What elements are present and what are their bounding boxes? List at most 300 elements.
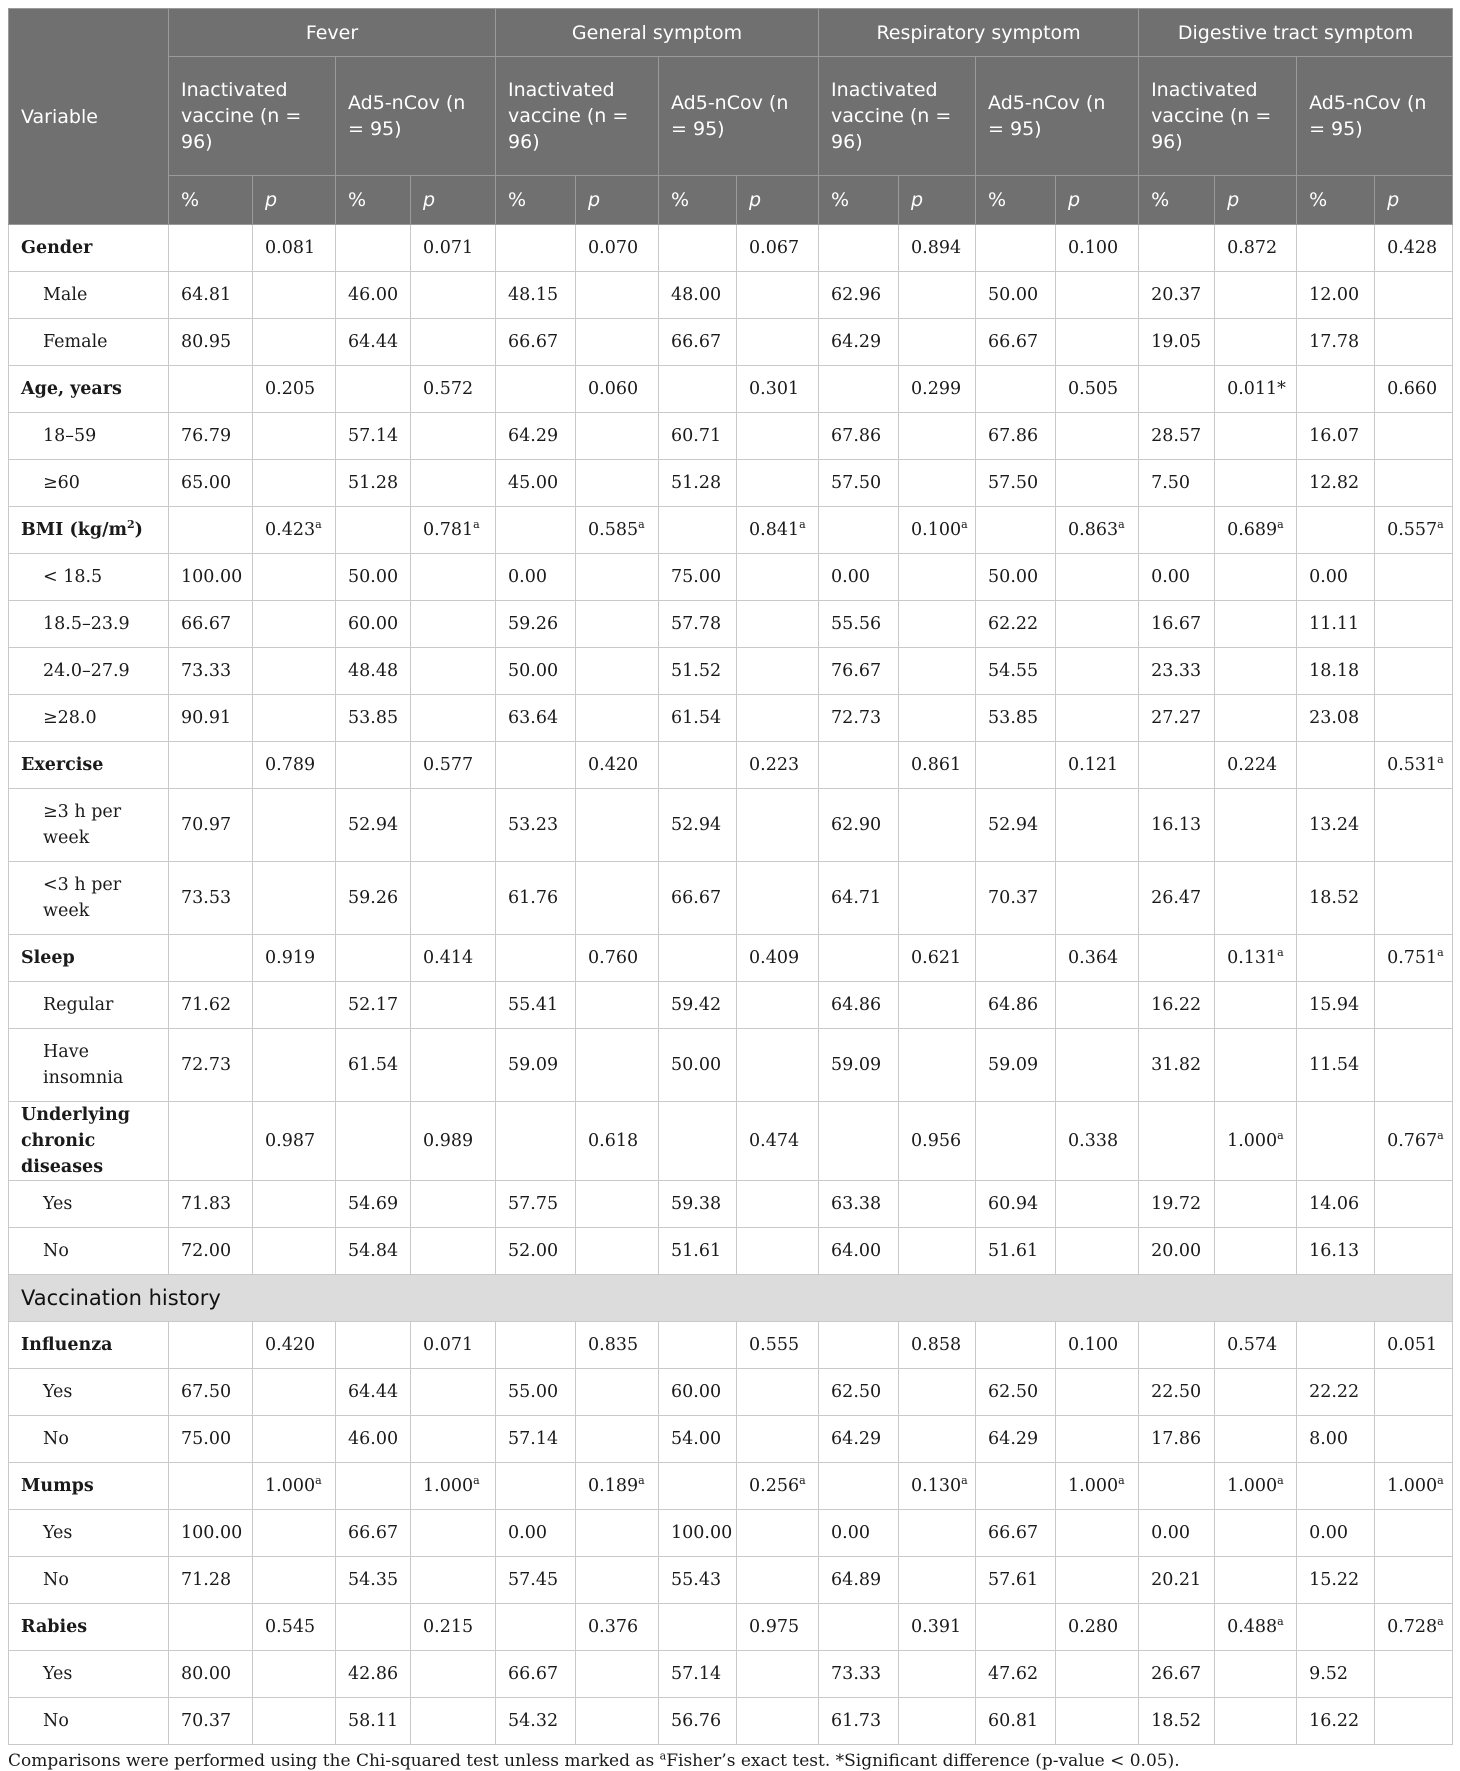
percent-cell: 59.42 bbox=[659, 982, 737, 1029]
p-value-cell bbox=[576, 862, 659, 935]
p-value-cell bbox=[576, 1029, 659, 1102]
p-value-cell bbox=[1215, 366, 1297, 413]
p-value-text: 0.894 bbox=[911, 238, 962, 258]
p-value-cell bbox=[253, 1604, 336, 1651]
percent-cell: 16.22 bbox=[1297, 1698, 1375, 1745]
table-row bbox=[9, 413, 1453, 460]
p-value-cell bbox=[576, 742, 659, 789]
p-value-cell bbox=[253, 1557, 336, 1604]
percent-cell: 61.54 bbox=[659, 695, 737, 742]
fisher-marker: a bbox=[638, 1474, 645, 1488]
percent-cell: 64.86 bbox=[819, 982, 899, 1029]
p-value-cell bbox=[1215, 1102, 1297, 1181]
percent-cell: 70.37 bbox=[169, 1698, 253, 1745]
p-value-text: 0.256 bbox=[749, 1476, 800, 1496]
label-text: 24.0–27.9 bbox=[43, 661, 130, 681]
percent-cell: 59.26 bbox=[496, 601, 576, 648]
percent-cell: 76.79 bbox=[169, 413, 253, 460]
table-row bbox=[9, 648, 1453, 695]
p-value-cell bbox=[576, 366, 659, 413]
variable-label bbox=[9, 366, 169, 413]
label-text: 18.5–23.9 bbox=[43, 614, 130, 634]
percent-cell bbox=[1139, 742, 1215, 789]
percent-cell: 54.00 bbox=[659, 1416, 737, 1463]
percent-cell: 63.38 bbox=[819, 1181, 899, 1228]
p-value-cell bbox=[1215, 742, 1297, 789]
percent-cell: 62.90 bbox=[819, 789, 899, 862]
fisher-marker: a bbox=[1277, 946, 1284, 960]
percent-cell: 18.18 bbox=[1297, 648, 1375, 695]
p-value-cell bbox=[576, 1416, 659, 1463]
percent-cell bbox=[336, 742, 411, 789]
percent-cell: 90.91 bbox=[169, 695, 253, 742]
vaccine-header-inactivated: Inactivated vaccine (n = 96) bbox=[1139, 57, 1297, 176]
p-value-header: p bbox=[411, 176, 496, 225]
p-value-header: p bbox=[253, 176, 336, 225]
percent-cell bbox=[1139, 1322, 1215, 1369]
p-value-cell bbox=[1375, 413, 1453, 460]
category-label bbox=[9, 601, 169, 648]
p-value-cell bbox=[253, 1029, 336, 1102]
p-value-cell bbox=[737, 862, 819, 935]
percent-cell bbox=[336, 1102, 411, 1181]
table-header bbox=[9, 9, 1453, 225]
percent-cell: 64.00 bbox=[819, 1228, 899, 1275]
percent-cell: 63.64 bbox=[496, 695, 576, 742]
percent-cell bbox=[336, 507, 411, 554]
p-value-cell bbox=[253, 1181, 336, 1228]
p-value-text: 0.505 bbox=[1068, 379, 1119, 399]
p-value-text: 1.000 bbox=[1227, 1131, 1278, 1151]
percent-cell bbox=[819, 1604, 899, 1651]
p-value-cell bbox=[253, 413, 336, 460]
percent-cell: 59.09 bbox=[496, 1029, 576, 1102]
percent-cell: 48.48 bbox=[336, 648, 411, 695]
label-text: Yes bbox=[43, 1382, 73, 1402]
fisher-marker: a bbox=[473, 518, 480, 532]
p-value-cell bbox=[576, 935, 659, 982]
percent-cell: 71.83 bbox=[169, 1181, 253, 1228]
p-value-cell bbox=[576, 460, 659, 507]
p-value-text: 1.000 bbox=[423, 1476, 474, 1496]
p-value-cell bbox=[1375, 1463, 1453, 1510]
percent-cell: 80.00 bbox=[169, 1651, 253, 1698]
p-value-text: 0.987 bbox=[265, 1131, 316, 1151]
percent-cell: 46.00 bbox=[336, 1416, 411, 1463]
p-value-cell bbox=[576, 319, 659, 366]
table-row bbox=[9, 1369, 1453, 1416]
percent-cell bbox=[819, 1102, 899, 1181]
percent-cell: 57.61 bbox=[976, 1557, 1056, 1604]
fisher-marker: a bbox=[1437, 518, 1444, 532]
percent-cell: 57.75 bbox=[496, 1181, 576, 1228]
variable-label bbox=[9, 935, 169, 982]
p-value-cell bbox=[737, 1698, 819, 1745]
p-value-cell bbox=[1215, 1698, 1297, 1745]
p-value-cell bbox=[253, 789, 336, 862]
percent-cell bbox=[819, 1322, 899, 1369]
p-value-cell bbox=[737, 1510, 819, 1557]
percent-cell: 16.22 bbox=[1139, 982, 1215, 1029]
category-label bbox=[9, 1181, 169, 1228]
fisher-marker: a bbox=[1437, 1615, 1444, 1629]
p-value-cell bbox=[253, 935, 336, 982]
p-value-text: 0.488 bbox=[1227, 1617, 1278, 1637]
vaccine-header-ad5: Ad5-nCov (n = 95) bbox=[1297, 57, 1453, 176]
p-value-text: 1.000 bbox=[1227, 1476, 1278, 1496]
percent-cell: 0.00 bbox=[1297, 554, 1375, 601]
p-value-cell bbox=[411, 982, 496, 1029]
p-value-cell bbox=[899, 1416, 976, 1463]
p-value-cell bbox=[899, 935, 976, 982]
percent-cell bbox=[336, 1604, 411, 1651]
p-value-cell bbox=[411, 1228, 496, 1275]
percent-cell bbox=[1297, 1102, 1375, 1181]
variable-label bbox=[9, 742, 169, 789]
percent-cell bbox=[336, 935, 411, 982]
p-value-text: 0.070 bbox=[588, 238, 639, 258]
p-value-cell bbox=[1375, 1102, 1453, 1181]
percent-cell: 48.15 bbox=[496, 272, 576, 319]
label-text: Sleep bbox=[21, 948, 75, 968]
footnote-marker: a bbox=[659, 1749, 667, 1763]
percent-cell: 42.86 bbox=[336, 1651, 411, 1698]
p-value-cell bbox=[1056, 1228, 1139, 1275]
percent-cell bbox=[659, 225, 737, 272]
p-value-cell bbox=[737, 1651, 819, 1698]
percent-cell: 19.72 bbox=[1139, 1181, 1215, 1228]
p-value-cell bbox=[411, 1029, 496, 1102]
p-value-cell bbox=[1375, 272, 1453, 319]
p-value-cell bbox=[1215, 460, 1297, 507]
percent-cell: 27.27 bbox=[1139, 695, 1215, 742]
p-value-cell bbox=[1056, 695, 1139, 742]
p-value-cell bbox=[737, 935, 819, 982]
group-header-fever: Fever bbox=[169, 9, 496, 57]
percent-cell: 20.21 bbox=[1139, 1557, 1215, 1604]
p-value-cell bbox=[737, 1557, 819, 1604]
percent-cell bbox=[1297, 366, 1375, 413]
p-value-cell bbox=[411, 935, 496, 982]
p-value-cell bbox=[899, 1604, 976, 1651]
p-value-cell bbox=[1215, 695, 1297, 742]
fisher-marker: a bbox=[1277, 1615, 1284, 1629]
p-value-cell bbox=[737, 554, 819, 601]
percent-cell bbox=[659, 1604, 737, 1651]
p-value-cell bbox=[411, 272, 496, 319]
percent-cell: 75.00 bbox=[169, 1416, 253, 1463]
p-value-cell bbox=[1056, 982, 1139, 1029]
percent-header: % bbox=[1139, 176, 1215, 225]
percent-cell: 16.13 bbox=[1139, 789, 1215, 862]
label-text: <3 h per week bbox=[43, 875, 122, 921]
percent-cell bbox=[659, 1322, 737, 1369]
p-value-text: 0.975 bbox=[749, 1617, 800, 1637]
percent-cell bbox=[659, 366, 737, 413]
p-value-cell bbox=[1056, 1463, 1139, 1510]
percent-cell: 57.14 bbox=[336, 413, 411, 460]
p-value-cell bbox=[411, 789, 496, 862]
p-value-text: 0.081 bbox=[265, 238, 316, 258]
p-value-cell bbox=[411, 366, 496, 413]
category-label bbox=[9, 272, 169, 319]
p-value-text: 0.660 bbox=[1387, 379, 1438, 399]
vaccine-header-inactivated: Inactivated vaccine (n = 96) bbox=[819, 57, 976, 176]
variable-label bbox=[9, 1322, 169, 1369]
p-value-cell bbox=[1056, 554, 1139, 601]
label-text: Have insomnia bbox=[43, 1042, 124, 1088]
p-value-cell bbox=[1215, 413, 1297, 460]
p-value-cell bbox=[1215, 1651, 1297, 1698]
p-value-text: 0.835 bbox=[588, 1335, 639, 1355]
p-value-text: 0.574 bbox=[1227, 1335, 1278, 1355]
percent-cell: 51.61 bbox=[976, 1228, 1056, 1275]
percent-cell bbox=[496, 366, 576, 413]
p-value-cell bbox=[1215, 319, 1297, 366]
percent-cell: 66.67 bbox=[496, 319, 576, 366]
percent-cell: 71.62 bbox=[169, 982, 253, 1029]
p-value-cell bbox=[411, 319, 496, 366]
p-value-cell bbox=[576, 1557, 659, 1604]
p-value-cell bbox=[576, 554, 659, 601]
p-value-cell bbox=[253, 225, 336, 272]
p-value-cell bbox=[1215, 225, 1297, 272]
p-value-cell bbox=[1056, 862, 1139, 935]
percent-cell bbox=[496, 1102, 576, 1181]
percent-cell: 100.00 bbox=[169, 1510, 253, 1557]
p-value-cell bbox=[1375, 507, 1453, 554]
percent-cell: 0.00 bbox=[819, 554, 899, 601]
percent-cell bbox=[169, 225, 253, 272]
percent-cell bbox=[1297, 1604, 1375, 1651]
percent-cell: 7.50 bbox=[1139, 460, 1215, 507]
percent-cell: 17.78 bbox=[1297, 319, 1375, 366]
percent-cell bbox=[1297, 742, 1375, 789]
percent-cell: 60.94 bbox=[976, 1181, 1056, 1228]
p-value-cell bbox=[1056, 1102, 1139, 1181]
table-row bbox=[9, 1102, 1453, 1181]
percent-cell: 61.76 bbox=[496, 862, 576, 935]
percent-cell bbox=[496, 225, 576, 272]
p-value-text: 0.071 bbox=[423, 1335, 474, 1355]
p-value-cell bbox=[1056, 789, 1139, 862]
p-value-text: 0.223 bbox=[749, 755, 800, 775]
label-text: Female bbox=[43, 332, 108, 352]
p-value-cell bbox=[1056, 225, 1139, 272]
label-text: Regular bbox=[43, 995, 114, 1015]
percent-cell: 0.00 bbox=[496, 1510, 576, 1557]
p-value-text: 0.121 bbox=[1068, 755, 1119, 775]
table-row bbox=[9, 742, 1453, 789]
p-value-cell bbox=[253, 272, 336, 319]
p-value-cell bbox=[411, 1651, 496, 1698]
p-value-text: 0.789 bbox=[265, 755, 316, 775]
p-value-cell bbox=[1375, 1416, 1453, 1463]
category-label bbox=[9, 1228, 169, 1275]
table-row bbox=[9, 1322, 1453, 1369]
percent-cell: 58.11 bbox=[336, 1698, 411, 1745]
percent-cell: 64.29 bbox=[819, 1416, 899, 1463]
p-value-cell bbox=[1215, 1463, 1297, 1510]
percent-cell: 62.96 bbox=[819, 272, 899, 319]
percent-cell: 66.67 bbox=[976, 1510, 1056, 1557]
percent-cell: 72.00 bbox=[169, 1228, 253, 1275]
fisher-marker: a bbox=[1277, 1129, 1284, 1143]
p-value-cell bbox=[899, 648, 976, 695]
p-value-cell bbox=[411, 225, 496, 272]
p-value-cell bbox=[253, 1228, 336, 1275]
p-value-cell bbox=[1056, 1604, 1139, 1651]
label-text: Rabies bbox=[21, 1617, 88, 1637]
percent-cell: 12.82 bbox=[1297, 460, 1375, 507]
table-body bbox=[9, 225, 1453, 1745]
p-value-cell bbox=[253, 1463, 336, 1510]
results-table bbox=[8, 8, 1453, 1745]
table-row bbox=[9, 1698, 1453, 1745]
label-text: No bbox=[43, 1241, 69, 1261]
p-value-cell bbox=[737, 507, 819, 554]
p-value-cell bbox=[899, 1102, 976, 1181]
p-value-cell bbox=[411, 742, 496, 789]
table-row bbox=[9, 935, 1453, 982]
percent-cell: 47.62 bbox=[976, 1651, 1056, 1698]
variable-label bbox=[9, 1102, 169, 1181]
p-value-cell bbox=[1215, 1228, 1297, 1275]
p-value-cell bbox=[1215, 1322, 1297, 1369]
percent-cell: 60.81 bbox=[976, 1698, 1056, 1745]
p-value-cell bbox=[899, 366, 976, 413]
label-text: No bbox=[43, 1570, 69, 1590]
p-value-cell bbox=[737, 319, 819, 366]
p-value-cell bbox=[1056, 1369, 1139, 1416]
percent-cell: 52.94 bbox=[659, 789, 737, 862]
p-value-cell bbox=[253, 1698, 336, 1745]
p-value-cell bbox=[576, 1463, 659, 1510]
p-value-cell bbox=[1215, 982, 1297, 1029]
p-value-cell bbox=[411, 1416, 496, 1463]
percent-cell: 73.33 bbox=[819, 1651, 899, 1698]
percent-header: % bbox=[819, 176, 899, 225]
fisher-marker: a bbox=[799, 518, 806, 532]
percent-cell: 51.28 bbox=[659, 460, 737, 507]
p-value-cell bbox=[1056, 1510, 1139, 1557]
percent-cell: 70.97 bbox=[169, 789, 253, 862]
p-value-cell bbox=[737, 272, 819, 319]
p-value-text: 0.577 bbox=[423, 755, 474, 775]
percent-cell bbox=[1297, 1463, 1375, 1510]
label-text: No bbox=[43, 1429, 69, 1449]
vaccine-header-ad5: Ad5-nCov (n = 95) bbox=[976, 57, 1139, 176]
percent-cell: 60.71 bbox=[659, 413, 737, 460]
p-value-cell bbox=[1056, 319, 1139, 366]
p-value-cell bbox=[411, 1557, 496, 1604]
p-value-text: 0.555 bbox=[749, 1335, 800, 1355]
category-label bbox=[9, 789, 169, 862]
percent-cell bbox=[169, 935, 253, 982]
p-value-cell bbox=[253, 601, 336, 648]
percent-cell: 50.00 bbox=[496, 648, 576, 695]
p-value-cell bbox=[1375, 1557, 1453, 1604]
table-row bbox=[9, 554, 1453, 601]
percent-cell: 72.73 bbox=[819, 695, 899, 742]
p-value-cell bbox=[576, 1181, 659, 1228]
category-label bbox=[9, 1651, 169, 1698]
percent-cell: 31.82 bbox=[1139, 1029, 1215, 1102]
p-value-cell bbox=[1375, 554, 1453, 601]
table-row bbox=[9, 1029, 1453, 1102]
p-value-text: 0.205 bbox=[265, 379, 316, 399]
p-value-cell bbox=[253, 554, 336, 601]
percent-cell: 73.53 bbox=[169, 862, 253, 935]
p-value-cell bbox=[737, 1463, 819, 1510]
percent-cell bbox=[976, 1322, 1056, 1369]
category-label bbox=[9, 862, 169, 935]
p-value-cell bbox=[576, 1510, 659, 1557]
percent-cell: 14.06 bbox=[1297, 1181, 1375, 1228]
p-value-cell bbox=[411, 507, 496, 554]
p-value-cell bbox=[1215, 554, 1297, 601]
fisher-marker: a bbox=[1437, 753, 1444, 767]
p-value-text: 1.000 bbox=[265, 1476, 316, 1496]
table-row bbox=[9, 1463, 1453, 1510]
percent-cell: 67.50 bbox=[169, 1369, 253, 1416]
percent-cell bbox=[336, 366, 411, 413]
percent-cell: 59.38 bbox=[659, 1181, 737, 1228]
label-text: Male bbox=[43, 285, 88, 305]
percent-cell: 66.67 bbox=[336, 1510, 411, 1557]
percent-cell: 53.85 bbox=[336, 695, 411, 742]
label-superscript: 2 bbox=[127, 518, 135, 532]
p-value-cell bbox=[1215, 789, 1297, 862]
percent-cell bbox=[1139, 1604, 1215, 1651]
p-value-cell bbox=[576, 225, 659, 272]
p-value-header: p bbox=[1375, 176, 1453, 225]
p-value-cell bbox=[576, 1322, 659, 1369]
percent-cell: 64.29 bbox=[976, 1416, 1056, 1463]
percent-cell: 16.07 bbox=[1297, 413, 1375, 460]
fisher-marker: a bbox=[638, 518, 645, 532]
percent-cell bbox=[1297, 225, 1375, 272]
percent-cell: 66.67 bbox=[659, 319, 737, 366]
p-value-text: 0.414 bbox=[423, 948, 474, 968]
percent-cell bbox=[169, 366, 253, 413]
percent-cell: 64.29 bbox=[819, 319, 899, 366]
percent-cell: 0.00 bbox=[1297, 1510, 1375, 1557]
p-value-cell bbox=[411, 554, 496, 601]
p-value-text: 0.872 bbox=[1227, 238, 1278, 258]
p-value-cell bbox=[1375, 1369, 1453, 1416]
p-value-cell bbox=[1375, 742, 1453, 789]
p-value-text: 0.280 bbox=[1068, 1617, 1119, 1637]
fisher-marker: a bbox=[1118, 1474, 1125, 1488]
table-row bbox=[9, 1510, 1453, 1557]
p-value-text: 0.621 bbox=[911, 948, 962, 968]
p-value-cell bbox=[1375, 460, 1453, 507]
p-value-text: 0.067 bbox=[749, 238, 800, 258]
percent-cell: 0.00 bbox=[1139, 1510, 1215, 1557]
p-value-cell bbox=[899, 1029, 976, 1102]
p-value-text: 0.689 bbox=[1227, 520, 1278, 540]
p-value-cell bbox=[253, 319, 336, 366]
percent-cell: 0.00 bbox=[819, 1510, 899, 1557]
percent-cell: 67.86 bbox=[976, 413, 1056, 460]
p-value-cell bbox=[576, 789, 659, 862]
p-value-text: 0.767 bbox=[1387, 1131, 1438, 1151]
label-text: < 18.5 bbox=[43, 567, 103, 587]
p-value-text: 0.858 bbox=[911, 1335, 962, 1355]
p-value-cell bbox=[253, 1416, 336, 1463]
table-container bbox=[8, 8, 1452, 1771]
